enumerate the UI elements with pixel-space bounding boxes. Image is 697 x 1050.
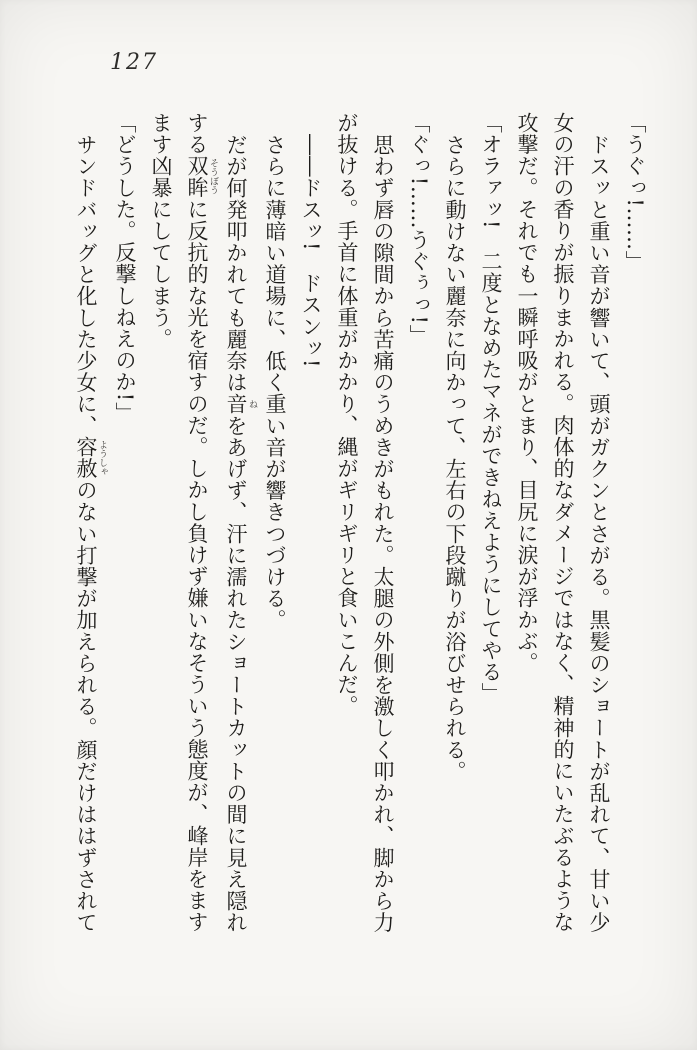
text-line: が抜ける。手首に体重がかかり、縄がギリギリと食いこんだ。 [335,112,359,717]
ruby-annotated-word: 双眸 そうぼう [185,155,218,199]
text-line: ――ドスッ! ドスンッ! [299,134,323,369]
text-line: さらに動けない麗奈に向かって、左右の下段蹴りが浴びせられる。 [443,134,467,782]
text-line: ます凶暴にしてしまう。 [149,112,173,350]
text-line: サンドバッグと化した少女に、容赦 ようしゃのない打撃が加えられる。顔だけははずされて [74,134,107,934]
ruby-annotated-word: 容赦 ようしゃ [74,436,107,480]
text-line: する双眸 そうぼうに反抗的な光を宿すのだ。しかし負けず嫌いなそういう態度が、峰岸をます [185,112,218,933]
ruby-annotated-word: 音 ね [224,393,257,415]
text-line: 「オラァッ! 二度となめたマネができねえようにしてやる」 [479,112,503,705]
text-line: 「うぐっ!……」 [623,112,647,273]
text-line: 「どうした。反撃しねえのか!」 [113,112,137,424]
text-line: 「ぐっ!……うぐぅっ!」 [407,112,431,347]
text-line: 思わず唇の隙間から苦痛のうめきがもれた。太腿の外側を激しく叩かれ、脚から力 [371,134,395,934]
page-number: 127 [110,50,158,75]
text-line: 攻撃だ。それでも一瞬呼吸がとまり、目尻に涙が浮かぶ。 [515,112,539,674]
text-line: さらに薄暗い道場に、低く重い音が響きつづける。 [263,134,287,631]
text-line: 女の汗の香りが振りまかれる。肉体的なダメージではなく、精神的にいたぶるような [551,112,575,933]
vertical-text-block [68,112,653,942]
text-line: だが何発叩かれても麗奈は音 ねをあげず、汗に濡れたショートカットの間に見え隠れ [224,134,257,934]
text-line: ドスッと重い音が響いて、頭がガクンとさがる。黒髪のショートが乱れて、甘い少 [587,134,611,934]
